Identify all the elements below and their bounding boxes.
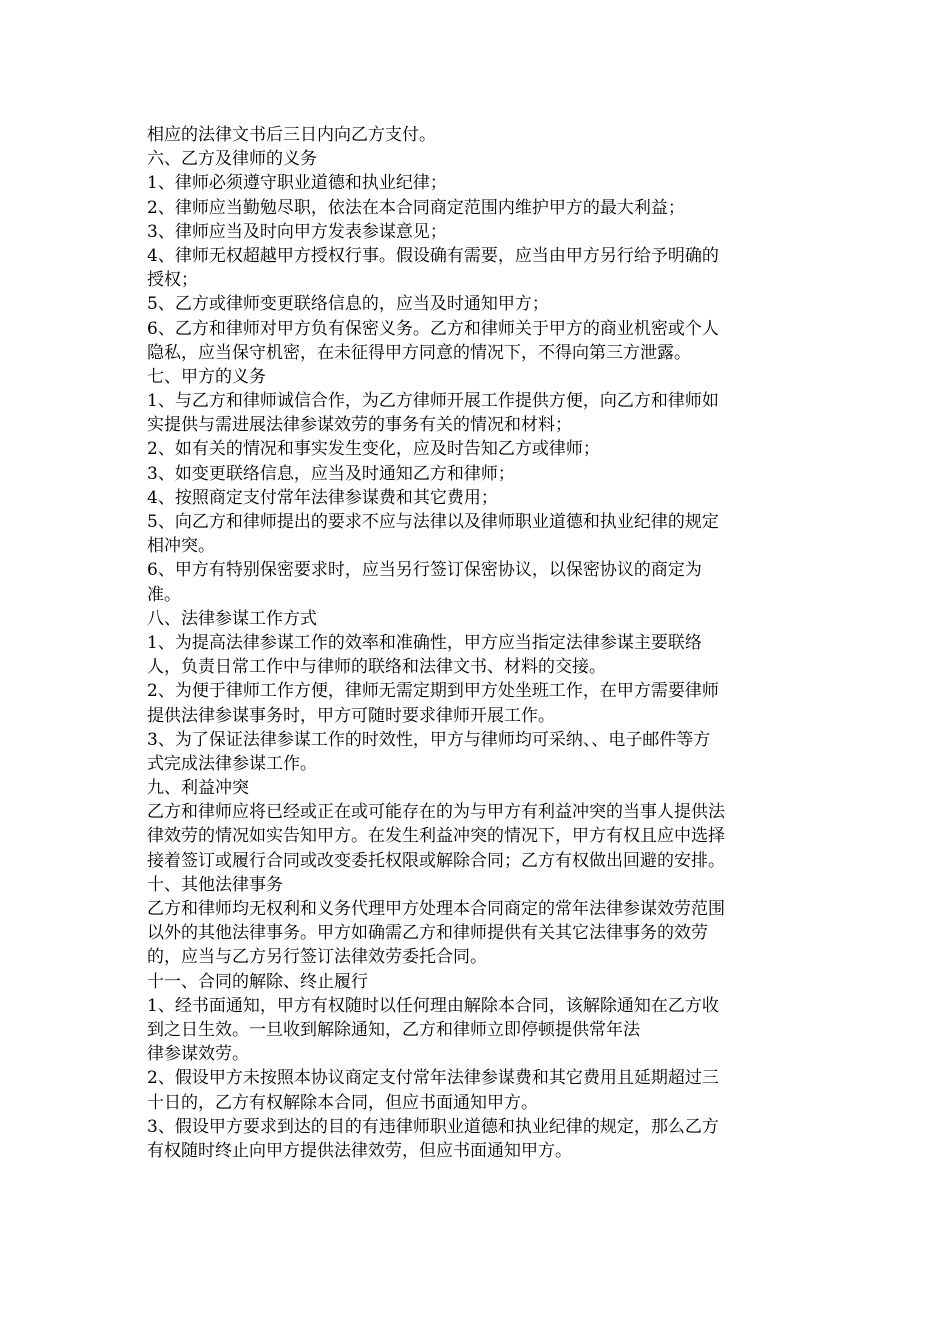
- text-line: 2、律师应当勤勉尽职，依法在本合同商定范围内维护甲方的最大利益；: [147, 197, 685, 218]
- text-line: 乙方和律师应将已经或正在或可能存在的为与甲方有利益冲突的当事人提供法: [147, 802, 725, 823]
- text-line: 2、如有关的情况和事实发生变化，应及时告知乙方或律师；: [147, 439, 600, 460]
- text-line: 乙方和律师均无权利和义务代理甲方处理本合同商定的常年法律参谋效劳范围: [147, 899, 725, 919]
- section-heading: 九、利益冲突: [147, 778, 249, 799]
- text-line: 以外的其他法律事务。甲方如确需乙方和律师提供有关其它法律事务的效劳: [147, 923, 708, 944]
- text-line: 实提供与需进展法律参谋效劳的事务有关的情况和材料；: [147, 415, 572, 436]
- text-line: 6、乙方和律师对甲方负有保密义务。乙方和律师关于甲方的商业机密或个人: [147, 318, 719, 339]
- text-line: 4、律师无权超越甲方授权行事。假设确有需要，应当由甲方另行给予明确的: [147, 245, 719, 266]
- text-line: 律参谋效劳。: [147, 1044, 249, 1065]
- text-line: 3、为了保证法律参谋工作的时效性，甲方与律师均可采纳、、电子邮件等方: [147, 729, 711, 750]
- text-line: 2、假设甲方未按照本协议商定支付常年法律参谋费和其它费用且延期超过三: [147, 1068, 719, 1089]
- text-line: 人，负责日常工作中与律师的联络和法律文书、材料的交接。: [147, 657, 606, 678]
- text-line: 1、与乙方和律师诚信合作，为乙方律师开展工作提供方便，向乙方和律师如: [147, 391, 719, 412]
- text-line: 律效劳的情况如实告知甲方。在发生利益冲突的情况下，甲方有权且应中选择: [147, 826, 725, 847]
- text-line: 授权；: [147, 270, 198, 291]
- text-line: 接着签订或履行合同或改变委托权限或解除合同；乙方有权做出回避的安排。: [147, 850, 725, 871]
- text-line: 3、律师应当及时向甲方发表参谋意见；: [147, 221, 447, 242]
- section-heading: 六、乙方及律师的义务: [147, 149, 317, 170]
- text-line: 3、假设甲方要求到达的目的有违律师职业道德和执业纪律的规定，那么乙方: [147, 1116, 719, 1137]
- document-body: [147, 123, 807, 1163]
- section-heading: 十一、合同的解除、终止履行: [147, 971, 368, 992]
- text-line: 相应的法律文书后三日内向乙方支付。: [147, 125, 436, 145]
- text-line: 相冲突。: [147, 536, 215, 557]
- text-line: 十日的，乙方有权解除本合同，但应书面通知甲方。: [147, 1092, 538, 1113]
- text-line: 有权随时终止向甲方提供法律效劳，但应书面通知甲方。: [147, 1140, 572, 1161]
- text-line: 1、经书面通知，甲方有权随时以任何理由解除本合同，该解除通知在乙方收: [147, 995, 719, 1016]
- text-line: 1、律师必须遵守职业道德和执业纪律；: [147, 173, 447, 194]
- text-line: 到之日生效。一旦收到解除通知，乙方和律师立即停顿提供常年法: [147, 1019, 640, 1040]
- text-line: 3、如变更联络信息，应当及时通知乙方和律师；: [147, 463, 515, 484]
- text-line: 5、向乙方和律师提出的要求不应与法律以及律师职业道德和执业纪律的规定: [147, 512, 719, 532]
- text-line: 6、甲方有特别保密要求时，应当另行签订保密协议，以保密协议的商定为: [147, 560, 702, 581]
- section-heading: 七、甲方的义务: [147, 366, 266, 387]
- text-line: 5、乙方或律师变更联络信息的，应当及时通知甲方；: [147, 294, 549, 315]
- text-line: 式完成法律参谋工作。: [147, 753, 317, 774]
- text-line: 2、为便于律师工作方便，律师无需定期到甲方处坐班工作，在甲方需要律师: [147, 681, 719, 702]
- section-heading: 八、法律参谋工作方式: [147, 608, 317, 629]
- text-line: 4、按照商定支付常年法律参谋费和其它费用；: [147, 487, 498, 508]
- text-line: 准。: [147, 584, 181, 605]
- text-line: 提供法律参谋事务时，甲方可随时要求律师开展工作。: [147, 705, 555, 726]
- text-line: 的，应当与乙方另行签订法律效劳委托合同。: [147, 947, 487, 968]
- text-line: 隐私，应当保守机密，在未征得甲方同意的情况下，不得向第三方泄露。: [147, 342, 691, 363]
- text-line: 1、为提高法律参谋工作的效率和准确性，甲方应当指定法律参谋主要联络: [147, 632, 702, 653]
- section-heading: 十、其他法律事务: [147, 874, 283, 895]
